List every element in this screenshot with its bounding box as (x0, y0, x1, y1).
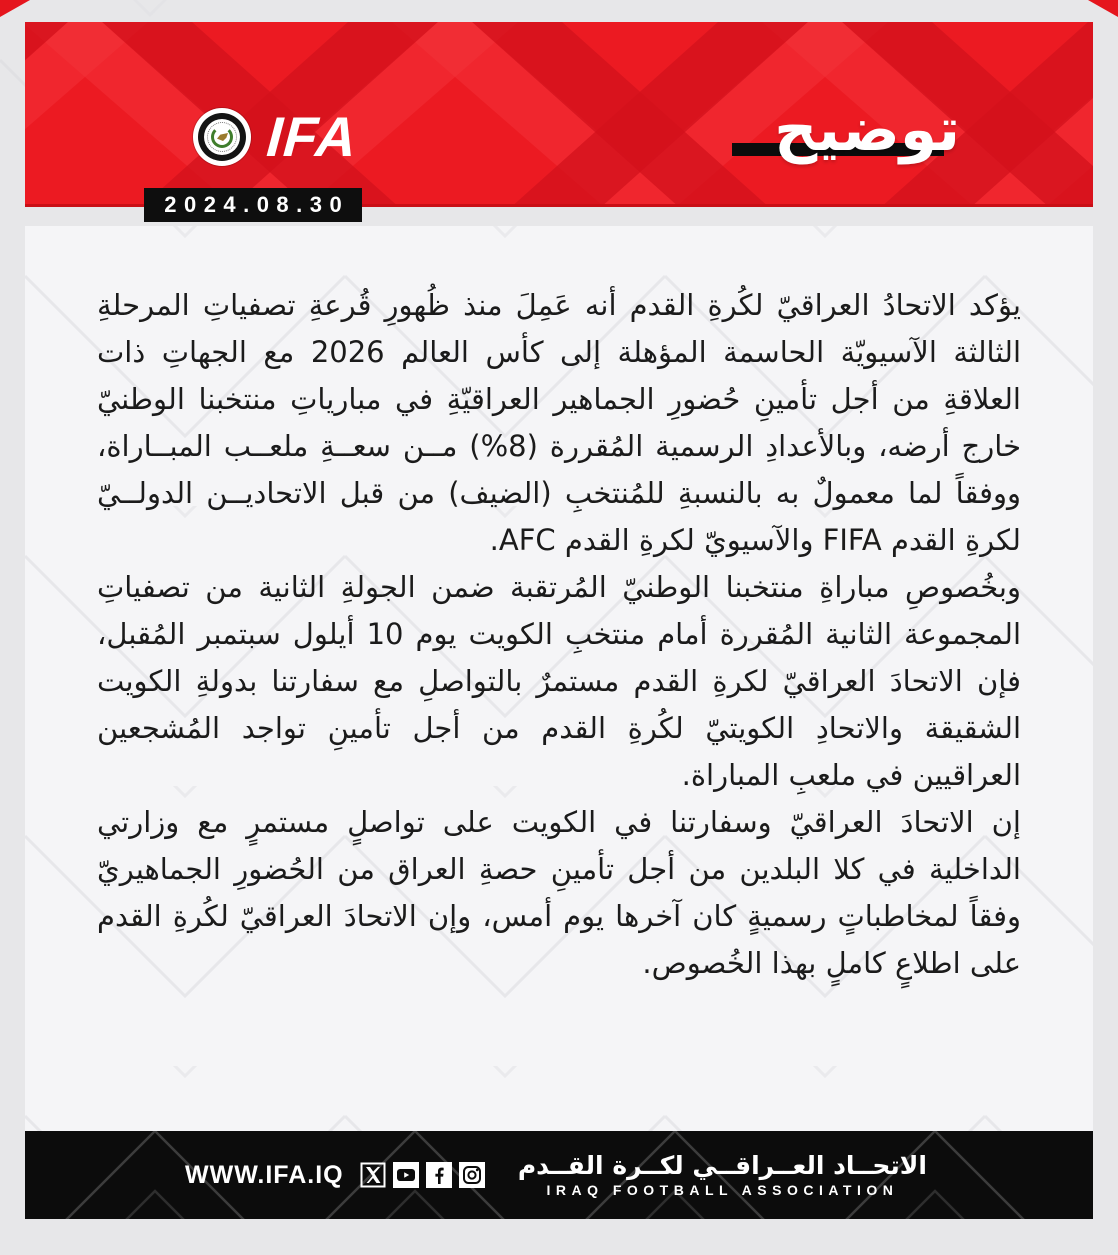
ifa-logotype: IFA (264, 105, 360, 168)
page-title-group (720, 80, 1000, 190)
footer-org-names (518, 1153, 927, 1197)
website-url: WWW.IFA.IQ (185, 1160, 344, 1189)
statement-paragraph-1: يؤكد الاتحادُ العراقيّ لكُرةِ القدم أنه عَمِلَ منذ ظُهورِ قُرعةِ تصفياتِ المرحلةِ الثالثة الآسيويّة الحاسمة المؤهلة إلى كأس العالم 2026 مع الجهاتِ ذات العلاقةِ من أجل تأمينِ حُضورِ الجماهير العراقيّةِ في مبارياتِ منتخبنا الوطنيّ خارج أرضه، وبالأعدادِ الرسمية المُقررة (8%) مــن سعــةِ ملعــب المبــاراة، ووفقاً لما معمولٌ به بالنسبةِ للمُنتخبِ (الضيف) من قبل الاتحاديــن الدولــيّ لكرةِ القدم FIFA والآسيويّ لكرةِ القدم AFC. (97, 288, 1022, 557)
youtube-icon (393, 1162, 419, 1188)
footer (25, 1131, 1093, 1219)
statement-paragraph-3: إن الاتحادَ العراقيّ وسفارتنا في الكويت على تواصلٍ مستمرٍ مع وزارتي الداخلية في كلا البلدين من أجل تأمينِ حصةِ العراق من الحُضورِ الجماهيريّ وفقاً لمخاطباتٍ رسميةٍ كان آخرها يوم أمس، وإن الاتحادَ العراقيّ لكُرةِ القدم على اطلاعٍ كاملٍ بهذا الخُصوص. (97, 805, 1021, 980)
org-name-arabic: الاتحــاد العــراقــي لكــرة القــدم (517, 1151, 927, 1180)
crest-inner (204, 119, 240, 155)
facebook-icon (426, 1162, 452, 1188)
crest-ring (198, 113, 246, 161)
org-name-english: IRAQ FOOTBALL ASSOCIATION (546, 1182, 899, 1198)
statement-paragraph-2: وبخُصوصِ مباراةِ منتخبنا الوطنيّ المُرتقبة ضمن الجولةِ الثانية من تصفياتِ المجموعة الثانية المُقررة أمام منتخبِ الكويت يوم 10 أيلول سبتمبر المُقبل، فإن الاتحادَ العراقيّ لكرةِ القدم مستمرٌ بالتواصلِ مع سفارتنا بدولةِ الكويت الشقيقة والاتحادِ الكويتيّ لكُرةِ القدم من أجل تأمينِ تواجد المُشجعين العراقيين في ملعبِ المباراة. (97, 570, 1021, 792)
instagram-icon (459, 1162, 485, 1188)
footer-links (185, 1131, 485, 1219)
statement-section (25, 226, 1093, 1131)
header-banner (25, 22, 1093, 207)
corner-accent-right (1088, 0, 1118, 17)
x-twitter-icon (360, 1162, 386, 1188)
social-icons-row (360, 1162, 485, 1188)
brand (193, 105, 360, 168)
page-title: توضيح (774, 95, 960, 165)
statement-text (25, 226, 1093, 987)
ifa-crest-logo-icon (193, 108, 251, 166)
crest-emblem (211, 126, 233, 148)
date-badge: 2024.08.30 (144, 188, 362, 222)
